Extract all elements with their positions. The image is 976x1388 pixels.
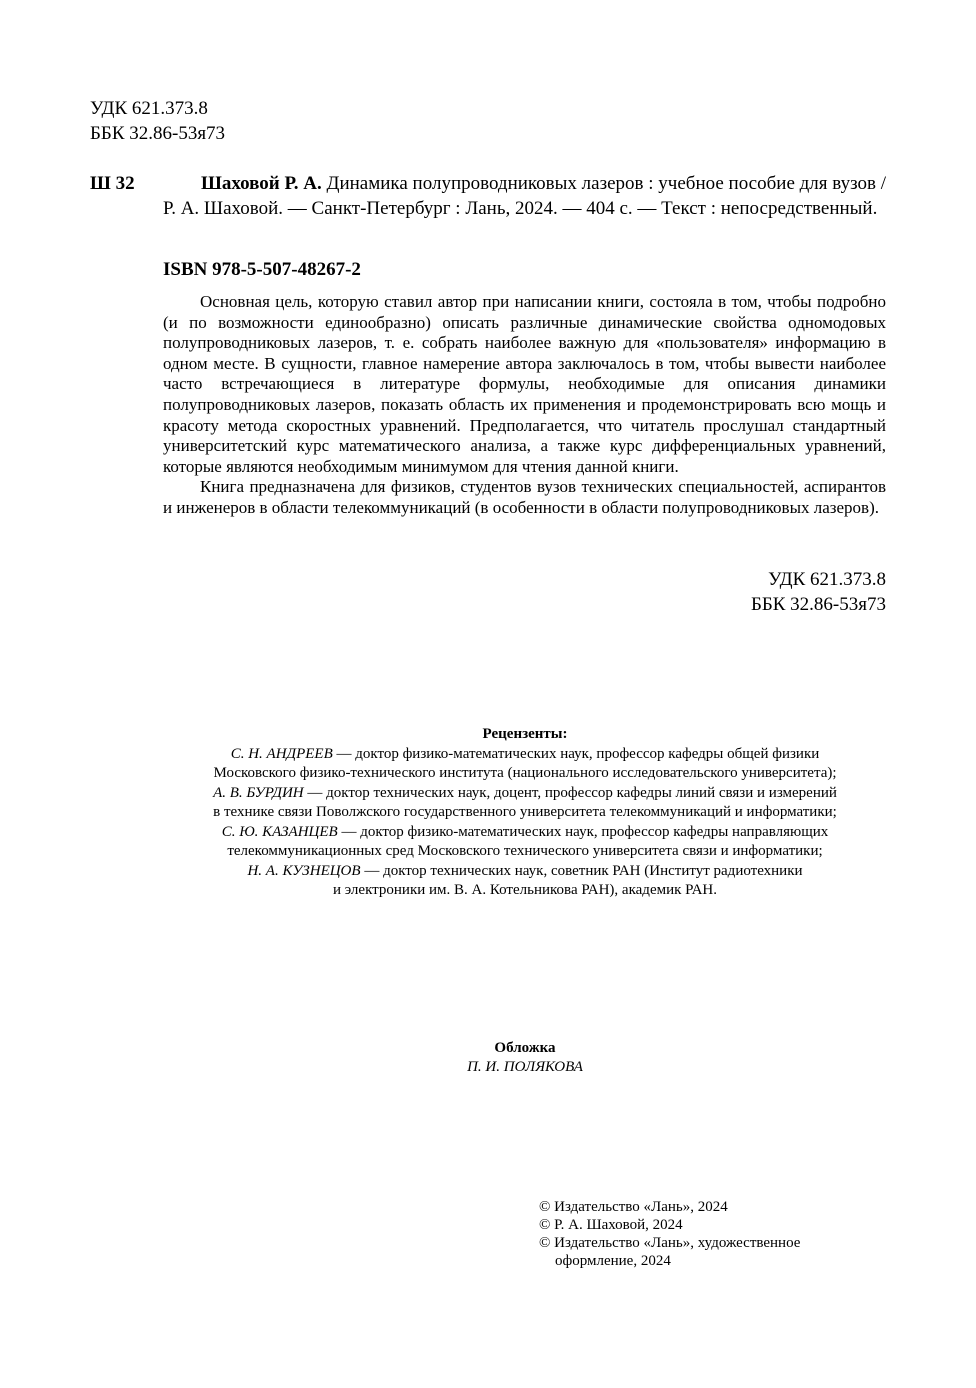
annotation (163, 292, 886, 519)
reviewer-credentials: — доктор физико-математических наук, профессор кафедры направляющих (337, 823, 829, 840)
reviewer-entry (150, 784, 900, 804)
udk-code: УДК 621.373.8 (768, 569, 886, 590)
cover-heading: Обложка (494, 1040, 556, 1056)
author-cipher: Ш 32 (90, 173, 135, 194)
bbk-code: ББК 32.86-53я73 (90, 123, 226, 144)
reviewers-section (150, 725, 900, 901)
reviewer-name: Н. А. КУЗНЕЦОВ (247, 862, 361, 879)
classification-block-top (90, 96, 225, 146)
record-author: Шаховой Р. А. (201, 173, 322, 194)
record-description: Динамика полупроводниковых лазеров : учебное пособие для вузов / Р. А. Шаховой. — Санкт-Петербург : Лань, 2024. — 404 с. — Текст : непосредственный. (163, 173, 887, 219)
reviewer-entry (150, 823, 900, 843)
reviewer-affiliation: телекоммуникационных сред Московского технического университета связи и информатики; (227, 843, 823, 859)
annotation-paragraph: Основная цель, которую ставил автор при написании книги, состояла в том, чтобы подробно (и по возможности единообразно) описать различные динамические свойства одномодовых полупроводниковых лазеров, т. е. собрать наиболее важную для «пользователя» информацию в одном месте. В сущности, главное намерение автора заключалось в том, чтобы вывести наиболее часто встречающиеся в литературе формулы, необходимые для описания динамики полупроводниковых лазеров, показать область их применения и продемонстрировать всю мощь и красоту метода скоростных уравнений. Предполагается, что читатель прослушал стандартный университетский курс математического анализа, а также курс дифференциальных уравнений, которые являются необходимым минимумом для чтения данной книги. (163, 292, 886, 476)
reviewers-heading: Рецензенты: (482, 726, 568, 742)
reviewer-credentials: — доктор технических наук, доцент, профессор кафедры линий связи и измерений (303, 784, 837, 801)
reviewer-name: А. В. БУРДИН (213, 784, 304, 801)
bibliographic-record (163, 171, 886, 221)
isbn: ISBN 978-5-507-48267-2 (163, 259, 361, 280)
copyright-author: © Р. А. Шаховой, 2024 (539, 1217, 683, 1233)
reviewer-entry (150, 862, 900, 882)
reviewer-affiliation: и электроники им. В. А. Котельникова РАН), академик РАН. (332, 882, 717, 898)
cover-designer: П. И. ПОЛЯКОВА (467, 1059, 583, 1075)
reviewer-name: С. Н. АНДРЕЕВ (230, 745, 333, 762)
bbk-code: ББК 32.86-53я73 (750, 594, 886, 615)
reviewer-entry (150, 745, 900, 765)
reviewer-affiliation: в технике связи Поволжского государственного университета телекоммуникаций и информатики; (213, 804, 837, 820)
copyright-design-continued: оформление, 2024 (555, 1253, 671, 1269)
reviewer-credentials: — доктор технических наук, советник РАН (Институт радиотехники (360, 862, 803, 879)
cover-credit (325, 1039, 725, 1077)
reviewer-affiliation: Московского физико-технического института (национального исследовательского университета); (213, 765, 837, 781)
reviewer-credentials: — доктор физико-математических наук, профессор кафедры общей физики (332, 745, 820, 762)
annotation-paragraph: Книга предназначена для физиков, студентов вузов технических специальностей, аспирантов и инженеров в области телекоммуникаций (в особенности в области полупроводниковых лазеров). (163, 477, 886, 517)
classification-block-bottom (600, 567, 886, 617)
copyright-design: © Издательство «Лань», художественное (539, 1235, 801, 1251)
copyright-publisher: © Издательство «Лань», 2024 (539, 1199, 728, 1215)
reviewer-name: С. Ю. КАЗАНЦЕВ (221, 823, 338, 840)
udk-code: УДК 621.373.8 (90, 98, 208, 119)
copyright-block (539, 1198, 919, 1270)
